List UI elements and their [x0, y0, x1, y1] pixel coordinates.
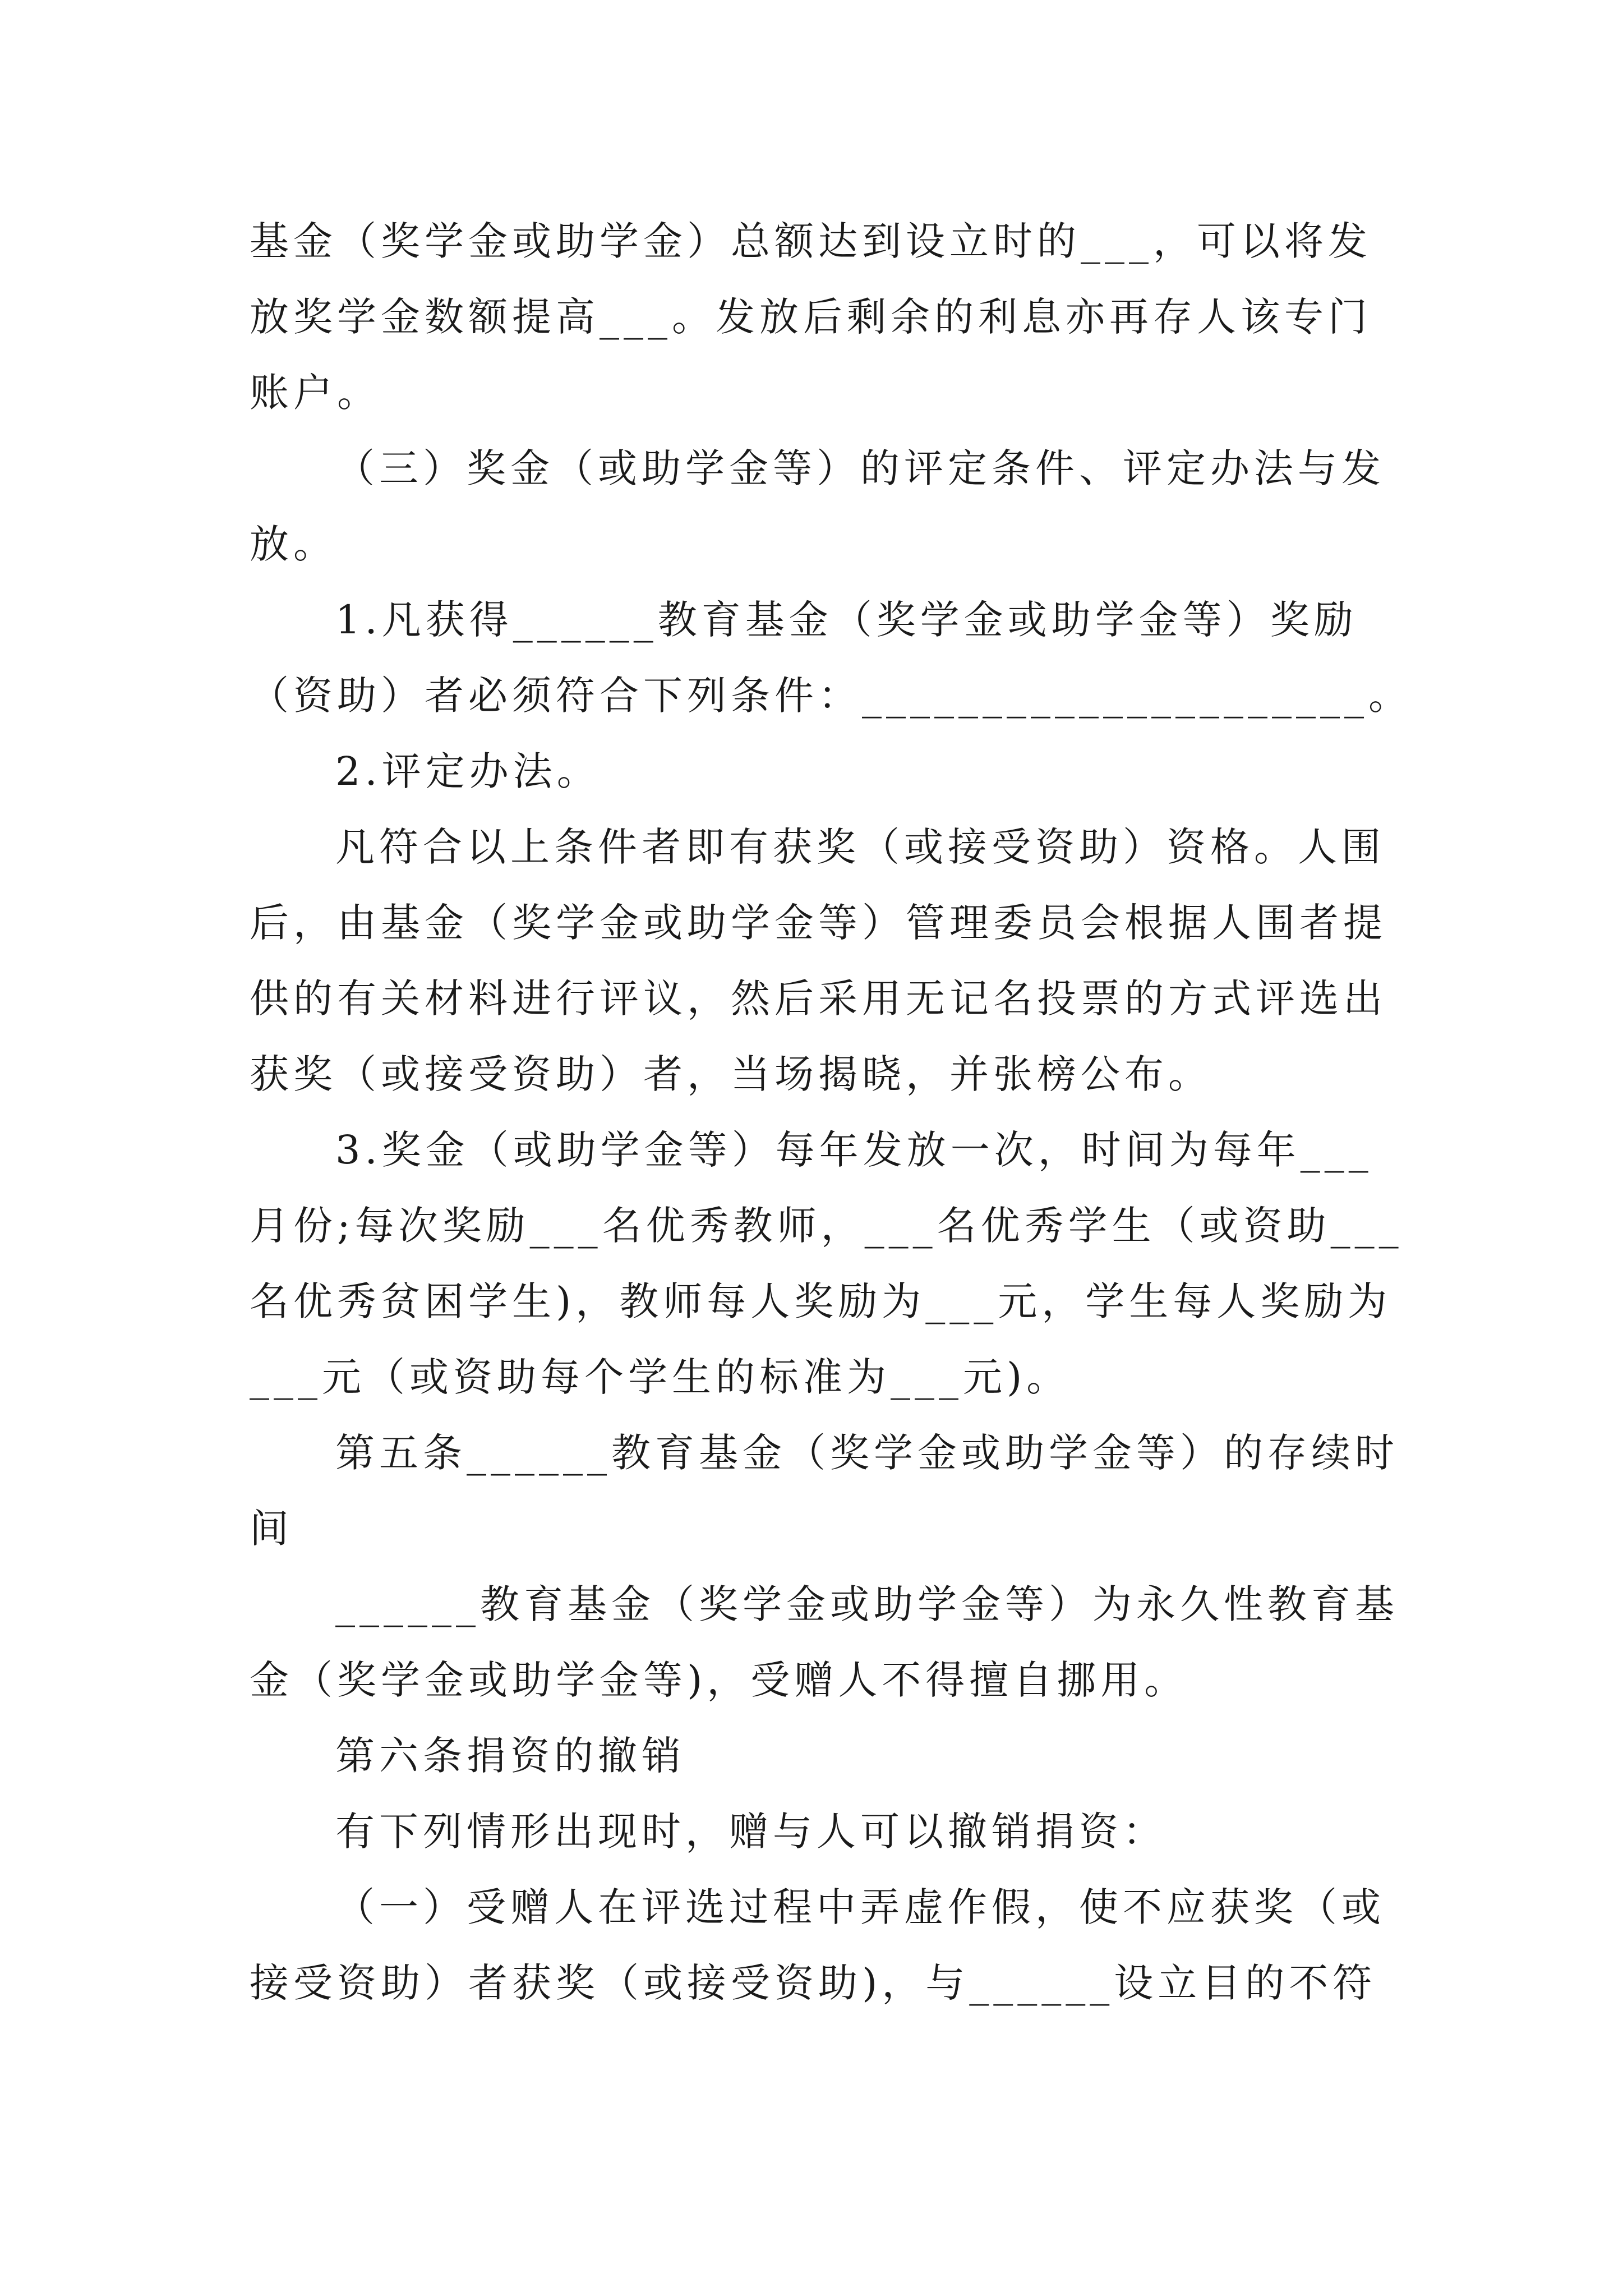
- paragraph-line: 凡符合以上条件者即有获奖（或接受资助）资格。人围: [335, 824, 1385, 870]
- paragraph-line: 金（奖学金或助学金等)，受赠人不得擅自挪用。: [250, 1657, 1188, 1703]
- paragraph-line: 基金（奖学金或助学金）总额达到设立时的___，可以将发: [250, 218, 1372, 264]
- paragraph-line: ______教育基金（奖学金或助学金等）为永久性教育基: [335, 1581, 1399, 1627]
- paragraph-line: 接受资助）者获奖（或接受资助)，与______设立目的不符: [250, 1960, 1377, 2006]
- paragraph-line: 放奖学金数额提高___。发放后剩余的利息亦再存人该专门: [250, 294, 1372, 340]
- paragraph-line: 放。: [250, 521, 337, 567]
- paragraph-line: 2.评定办法。: [335, 748, 601, 794]
- paragraph-line: 名优秀贫困学生)，教师每人奖励为___元，学生每人奖励为: [250, 1278, 1392, 1324]
- paragraph-line: 第六条捐资的撤销: [335, 1733, 685, 1779]
- paragraph-line: 间: [250, 1506, 293, 1552]
- paragraph-line: （资助）者必须符合下列条件：_____________________。: [250, 673, 1412, 719]
- paragraph-line: 供的有关材料进行评议，然后采用无记名投票的方式评选出: [250, 976, 1387, 1022]
- paragraph-line: ___元（或资助每个学生的标准为___元)。: [250, 1354, 1071, 1400]
- paragraph-line: 获奖（或接受资助）者，当场揭晓，并张榜公布。: [250, 1051, 1212, 1097]
- paragraph-line: 月份;每次奖励___名优秀教师，___名优秀学生（或资助___: [250, 1203, 1403, 1249]
- paragraph-line: （三）奖金（或助学金等）的评定条件、评定办法与发: [335, 445, 1385, 491]
- paragraph-line: 后，由基金（奖学金或助学金等）管理委员会根据人围者提: [250, 900, 1387, 946]
- paragraph-line: 3.奖金（或助学金等）每年发放一次，时间为每年___: [335, 1127, 1373, 1173]
- paragraph-line: （一）受赠人在评选过程中弄虚作假，使不应获奖（或: [335, 1884, 1385, 1930]
- paragraph-line: 第五条______教育基金（奖学金或助学金等）的存续时: [335, 1430, 1399, 1476]
- paragraph-line: 1.凡获得______教育基金（奖学金或助学金等）奖励: [335, 597, 1358, 643]
- paragraph-line: 账户。: [250, 370, 381, 416]
- paragraph-line: 有下列情形出现时，赠与人可以撤销捐资：: [335, 1809, 1166, 1855]
